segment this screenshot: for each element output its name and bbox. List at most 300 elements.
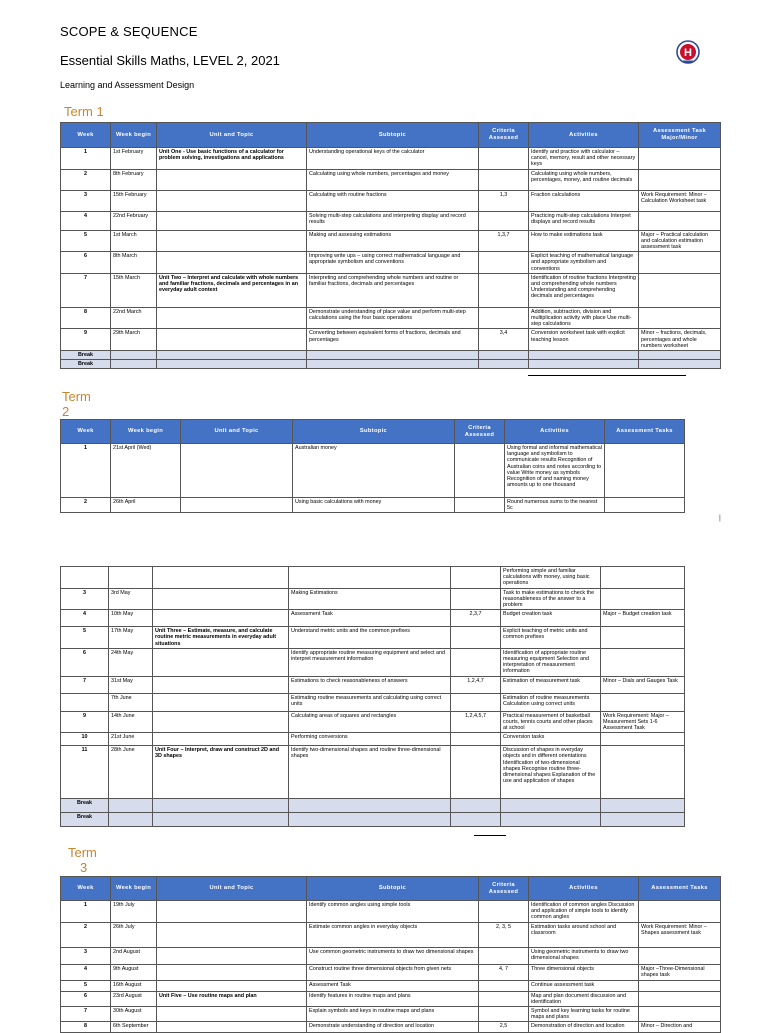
table-row [61,567,685,589]
cell-week-begin: 26th April [111,498,181,513]
term-1-table [60,122,721,369]
cell-activities: Discussion of shapes in everyday objects and in different orientations Identification of two-dimensional shapes Recognise routine three-dimensional shapes Explanation of the use and application of shapes [501,746,601,799]
cell-week-begin: 8th March [111,252,157,274]
cell-activities: Practicing multi-step calculations Interpret displays and record results [529,211,639,230]
header-row [61,877,721,901]
cell-unit-topic [157,360,307,369]
cell-subtopic [289,567,451,589]
cell-subtopic: Estimations to check reasonableness of answers [289,676,451,693]
term-3-number: 3 [80,860,88,875]
cell-activities: Fraction calculations [529,190,639,211]
cell-week-begin: 22nd February [111,211,157,230]
break-row [61,360,721,369]
cell-assessment [605,444,685,498]
column-header-criteria: Criteria Assessed [479,123,529,148]
column-header-unit-topic: Unit and Topic [157,877,307,901]
cell-unit-topic [157,190,307,211]
column-header-unit-topic: Unit and Topic [157,123,307,148]
cell-week-begin [111,351,157,360]
cell-assessment: Major – Budget creation task [601,610,685,627]
cell-subtopic: Converting between equivalent forms of fractions, decimals and percentages [307,329,479,351]
cell-assessment: Major –Three-Dimensional shapes task [639,964,721,980]
column-header-subtopic: Subtopic [307,877,479,901]
cell-activities: Budget creation task [501,610,601,627]
column-header-activities: Activities [505,420,605,444]
cell-activities: Identify and practice with calculator – cancel, memory, result and other necessary keys [529,148,639,170]
cell-criteria [479,252,529,274]
cell-assessment [639,252,721,274]
cell-criteria: 1,3 [479,190,529,211]
cell-criteria: 4, 7 [479,964,529,980]
cell-week: 9 [61,329,111,351]
cell-assessment [639,211,721,230]
cell-activities: Demonstration of direction and location [529,1022,639,1033]
cell-criteria [479,148,529,170]
cell-week: 5 [61,980,111,991]
cell-unit-topic [153,711,289,733]
column-header-week: Week [61,420,111,444]
cell-week-begin: 1st February [111,148,157,170]
cell-week: 3 [61,190,111,211]
cell-week-begin [109,567,153,589]
cell-criteria [451,693,501,711]
cell-week-begin: 15th February [111,190,157,211]
cell-week: 2 [61,498,111,513]
cell-subtopic: Estimate common angles in everyday objects [307,922,479,947]
table-row [61,230,721,252]
cell-subtopic: Assessment Task [289,610,451,627]
cell-week: 6 [61,991,111,1006]
table-row [61,980,721,991]
cell-week: Break [61,799,109,813]
cell-week-begin: 22nd March [111,307,157,329]
cell-unit-topic [153,648,289,676]
column-header-assessment: Assessment Tasks [639,877,721,901]
cell-criteria [479,1007,529,1022]
cell-assessment: Minor – Direction and [639,1022,721,1033]
cell-activities: Identification of appropriate routine measuring equipment Selection and interpretation of measurement information [501,648,601,676]
cell-week-begin [111,360,157,369]
break-row [61,799,685,813]
cell-activities: Round numerous sums to the nearest 5c [505,498,605,513]
cell-week-begin [109,813,153,827]
cell-unit-topic: Unit Four – Interpret, draw and construct 2D and 3D shapes [153,746,289,799]
cell-activities: Estimation of measurement task [501,676,601,693]
cell-assessment [601,799,685,813]
table-row [61,693,685,711]
cell-assessment [639,307,721,329]
cell-week-begin: 15th March [111,273,157,307]
cell-week-begin: 28th June [109,746,153,799]
cell-unit-topic [181,444,293,498]
cell-activities: Conversion tasks [501,733,601,746]
cell-assessment [639,980,721,991]
cell-week-begin: 17th May [109,627,153,649]
cell-unit-topic [157,252,307,274]
column-header-week-begin: Week begin [111,877,157,901]
cell-unit-topic [157,964,307,980]
table-row [61,901,721,923]
cell-subtopic: Calculating with routine fractions [307,190,479,211]
cell-criteria [479,273,529,307]
cell-unit-topic [153,610,289,627]
cell-subtopic: Identify common angles using simple tools [307,901,479,923]
cell-week-begin: 1st March [111,230,157,252]
cell-unit-topic [153,733,289,746]
cell-criteria [451,733,501,746]
table-row [61,307,721,329]
cell-assessment [639,947,721,964]
cell-unit-topic [157,901,307,923]
cell-unit-topic [157,329,307,351]
term-2-number: 2 [62,404,70,419]
cell-assessment [601,627,685,649]
cell-unit-topic [153,693,289,711]
cell-subtopic: Calculating areas of squares and rectangles [289,711,451,733]
break-row [61,351,721,360]
cell-assessment [601,733,685,746]
cell-subtopic [307,351,479,360]
table-row [61,676,685,693]
cell-week-begin: 16th August [111,980,157,991]
cell-week: 8 [61,1022,111,1033]
cell-subtopic: Calculating using whole numbers, percentages and money [307,169,479,190]
cell-assessment [639,169,721,190]
cell-criteria [451,588,501,610]
cell-week: 6 [61,648,109,676]
table-row [61,329,721,351]
cell-unit-topic [153,567,289,589]
cell-activities: Symbol and key learning tasks for routine maps and plans [529,1007,639,1022]
cell-week: Break [61,360,111,369]
cell-subtopic: Use common geometric instruments to draw two dimensional shapes [307,947,479,964]
cell-week-begin: 26th July [111,922,157,947]
cell-unit-topic: Unit Three – Estimate, measure, and calculate routine metric measurements in everyday adult situations [153,627,289,649]
cell-unit-topic [157,351,307,360]
table-row [61,648,685,676]
cell-criteria: 1,2,4,7 [451,676,501,693]
cell-activities: Map and plan document discussion and identification [529,991,639,1006]
cell-week-begin: 7th June [109,693,153,711]
cell-activities: Practical measurement of basketball courts, tennis courts and other places at school [501,711,601,733]
cell-unit-topic [157,169,307,190]
cell-subtopic: Explain symbols and keys in routine maps and plans [307,1007,479,1022]
cell-assessment: Major – Practical calculation and calculation estimation assessment task [639,230,721,252]
cell-activities [501,799,601,813]
cell-subtopic: Making Estimations [289,588,451,610]
cell-activities [529,360,639,369]
cell-activities: Calculating using whole numbers, percentages, money, and routine decimals [529,169,639,190]
cell-criteria: 2,3,7 [451,610,501,627]
cell-activities: Task to make estimations to check the reasonableness of the answer to a problem [501,588,601,610]
cell-unit-topic [157,307,307,329]
table-row [61,498,685,513]
table-row [61,588,685,610]
svg-text:H: H [684,47,692,59]
cell-week-begin: 24th May [109,648,153,676]
cell-week-begin: 14th June [109,711,153,733]
cell-activities: Estimation of routine measurements Calculation using correct units [501,693,601,711]
cell-subtopic: Using basic calculations with money [293,498,455,513]
cell-activities: Three dimensional objects [529,964,639,980]
cell-week-begin: 6th September [111,1022,157,1033]
cell-activities: Identification of common angles Discussion and application of simple tools to identify common angles [529,901,639,923]
cell-subtopic: Demonstrate understanding of place value and perform multi-step calculations using the four basic operations [307,307,479,329]
table-row [61,211,721,230]
cell-criteria [451,648,501,676]
column-header-unit-topic: Unit and Topic [181,420,293,444]
table-row [61,169,721,190]
school-logo-icon [676,40,700,64]
cell-activities: Using formal and informal mathematical language and symbolism to communicate results Recognition of Australian coins and notes according to value Write money as symbols Recognition of and naming money amounts up to one thousand [505,444,605,498]
cell-subtopic: Identify features in routine maps and plans [307,991,479,1006]
cell-week: 4 [61,211,111,230]
cell-criteria [451,627,501,649]
cell-week: 4 [61,610,109,627]
cell-activities: How to make estimations task [529,230,639,252]
table-row [61,947,721,964]
cell-criteria: 1,2,4,5,7 [451,711,501,733]
cell-subtopic: Understanding operational keys of the calculator [307,148,479,170]
cell-assessment [639,901,721,923]
cell-subtopic: Demonstrate understanding of direction and location [307,1022,479,1033]
term-3-heading [68,845,97,875]
cell-week-begin: 8th February [111,169,157,190]
cell-week: 8 [61,307,111,329]
table-row [61,964,721,980]
page-mark: | [719,515,721,522]
cell-criteria [479,901,529,923]
cell-week: Break [61,351,111,360]
cell-week: 7 [61,676,109,693]
cell-week: 2 [61,922,111,947]
cell-week: 2 [61,169,111,190]
header-row [61,123,721,148]
cell-assessment: Work Requirement: Major – Measurement Sets 1-6 Assessment Task [601,711,685,733]
cell-week-begin: 2nd August [111,947,157,964]
break-row [61,813,685,827]
cell-week: 9 [61,711,109,733]
cell-activities: Using geometric instruments to draw two dimensional shapes [529,947,639,964]
term-2-heading [62,389,91,419]
cell-subtopic [289,813,451,827]
cell-week [61,567,109,589]
cell-activities: Identification of routine fractions Interpreting and comprehending whole numbers Understanding and comprehending decimals and percentages [529,273,639,307]
table-row [61,627,685,649]
cell-unit-topic [157,230,307,252]
cell-activities: Conversion worksheet task with explicit teaching lesson [529,329,639,351]
cell-unit-topic: Unit Five – Use routine maps and plan [157,991,307,1006]
cell-criteria [451,799,501,813]
cell-subtopic: Estimating routine measurements and calculating using correct units [289,693,451,711]
cell-week: 7 [61,273,111,307]
cell-activities: Estimation tasks around school and classroom [529,922,639,947]
cell-week: 5 [61,230,111,252]
cell-subtopic: Interpreting and comprehending whole numbers and routine or familiar fractions, decimals and percentages [307,273,479,307]
table-row [61,746,685,799]
column-header-subtopic: Subtopic [293,420,455,444]
section-heading: Learning and Assessment Design [60,80,195,90]
cell-unit-topic [181,498,293,513]
cell-criteria [479,947,529,964]
term-3-table [60,876,721,1033]
header-row [61,420,685,444]
cell-week-begin: 31st May [109,676,153,693]
table-row [61,190,721,211]
cell-week-begin [109,799,153,813]
cell-unit-topic [153,588,289,610]
cell-subtopic: Making and assessing estimations [307,230,479,252]
table-row [61,252,721,274]
table-row [61,1007,721,1022]
cell-week: Break [61,813,109,827]
cell-assessment: Minor – fractions, decimals, percentages and whole numbers worksheet [639,329,721,351]
column-header-activities: Activities [529,123,639,148]
cell-assessment [639,991,721,1006]
document-title: SCOPE & SEQUENCE [60,24,198,39]
cell-week: 1 [61,148,111,170]
cell-unit-topic [153,799,289,813]
cell-criteria [451,567,501,589]
cell-criteria [479,169,529,190]
cell-assessment [639,273,721,307]
cell-criteria [479,211,529,230]
cell-assessment [639,360,721,369]
cell-criteria [479,360,529,369]
column-header-criteria: Criteria Assessed [479,877,529,901]
cell-unit-topic [153,813,289,827]
column-header-week-begin: Week begin [111,420,181,444]
column-header-assessment: Assessment Task Major/Minor [639,123,721,148]
cell-activities: Continue assessment task [529,980,639,991]
term-2-table-continued [60,566,685,827]
cell-unit-topic [153,676,289,693]
cell-criteria: 1,3,7 [479,230,529,252]
cell-subtopic: Solving multi-step calculations and interpreting display and record results [307,211,479,230]
cell-assessment [601,648,685,676]
cell-criteria: 2,5 [479,1022,529,1033]
cell-week-begin: 19th July [111,901,157,923]
cell-week: 10 [61,733,109,746]
term-1-label: Term 1 [64,104,104,119]
cell-criteria [479,351,529,360]
cell-unit-topic [157,1007,307,1022]
cell-criteria [479,980,529,991]
cell-week: 3 [61,588,109,610]
cell-activities [501,813,601,827]
cell-subtopic: Construct routine three dimensional objects from given nets [307,964,479,980]
term-2-table [60,419,685,513]
column-header-week-begin: Week begin [111,123,157,148]
cell-criteria [455,498,505,513]
term-1-heading [64,104,104,119]
cell-subtopic: Australian money [293,444,455,498]
cell-activities: Explicit teaching of metric units and common prefixes [501,627,601,649]
column-header-assessment: Assessment Tasks [605,420,685,444]
cell-criteria [479,991,529,1006]
cell-activities: Addition, subtraction, division and multiplication activity with place Use multi-step calculations [529,307,639,329]
table-row [61,610,685,627]
signature-line [528,375,686,376]
cell-unit-topic [157,947,307,964]
cell-assessment [605,498,685,513]
cell-criteria [451,746,501,799]
cell-subtopic: Assessment Task [307,980,479,991]
cell-subtopic [307,360,479,369]
cell-week: 4 [61,964,111,980]
cell-assessment [639,1007,721,1022]
cell-subtopic: Identify appropriate routine measuring equipment and select and interpret measurement information [289,648,451,676]
cell-subtopic [289,799,451,813]
cell-assessment [601,693,685,711]
cell-week-begin: 3rd May [109,588,153,610]
column-header-activities: Activities [529,877,639,901]
cell-assessment [639,351,721,360]
cell-assessment [601,746,685,799]
table-row [61,273,721,307]
cell-subtopic: Improving write ups – using correct mathematical language and appropriate symbolism and conventions [307,252,479,274]
table-row [61,444,685,498]
cell-activities [529,351,639,360]
column-header-subtopic: Subtopic [307,123,479,148]
cell-unit-topic [157,922,307,947]
cell-week: 7 [61,1007,111,1022]
document-subtitle: Essential Skills Maths, LEVEL 2, 2021 [60,53,280,68]
cell-week-begin: 21st June [109,733,153,746]
cell-criteria [451,813,501,827]
cell-activities: Performing simple and familiar calculations with money, using basic operations [501,567,601,589]
term-3-label: Term [68,845,97,860]
cell-subtopic: Understand metric units and the common prefixes [289,627,451,649]
column-header-criteria: Criteria Assessed [455,420,505,444]
cell-week: 1 [61,901,111,923]
cell-week-begin: 30th August [111,1007,157,1022]
table-row [61,991,721,1006]
cell-week: 1 [61,444,111,498]
cell-subtopic: Performing conversions [289,733,451,746]
cell-week-begin: 21st April (Wed) [111,444,181,498]
cell-assessment [601,567,685,589]
cell-week: 5 [61,627,109,649]
column-header-week: Week [61,877,111,901]
cell-assessment [601,813,685,827]
term-2-label: Term [62,389,91,404]
cell-assessment: Work Requirement: Minor – Shapes assessment task [639,922,721,947]
cell-assessment: Work Requirement: Minor – Calculation Worksheet task [639,190,721,211]
table-row [61,922,721,947]
cell-week: 11 [61,746,109,799]
cell-week-begin: 9th August [111,964,157,980]
cell-unit-topic [157,980,307,991]
cell-criteria: 3,4 [479,329,529,351]
cell-criteria: 2, 3, 5 [479,922,529,947]
cell-unit-topic: Unit Two – Interpret and calculate with whole numbers and familiar fractions, decimals and percentages in an everyday adult context [157,273,307,307]
cell-criteria [455,444,505,498]
cell-assessment [601,588,685,610]
cell-subtopic: Identify two-dimensional shapes and routine three-dimensional shapes [289,746,451,799]
cell-week-begin: 29th March [111,329,157,351]
table-row [61,711,685,733]
cell-week: 3 [61,947,111,964]
cell-assessment: Minor – Dials and Gauges Task [601,676,685,693]
cell-assessment [639,148,721,170]
divider-line [474,835,506,836]
table-row [61,733,685,746]
cell-week-begin: 10th May [109,610,153,627]
cell-week [61,693,109,711]
cell-criteria [479,307,529,329]
table-row [61,148,721,170]
